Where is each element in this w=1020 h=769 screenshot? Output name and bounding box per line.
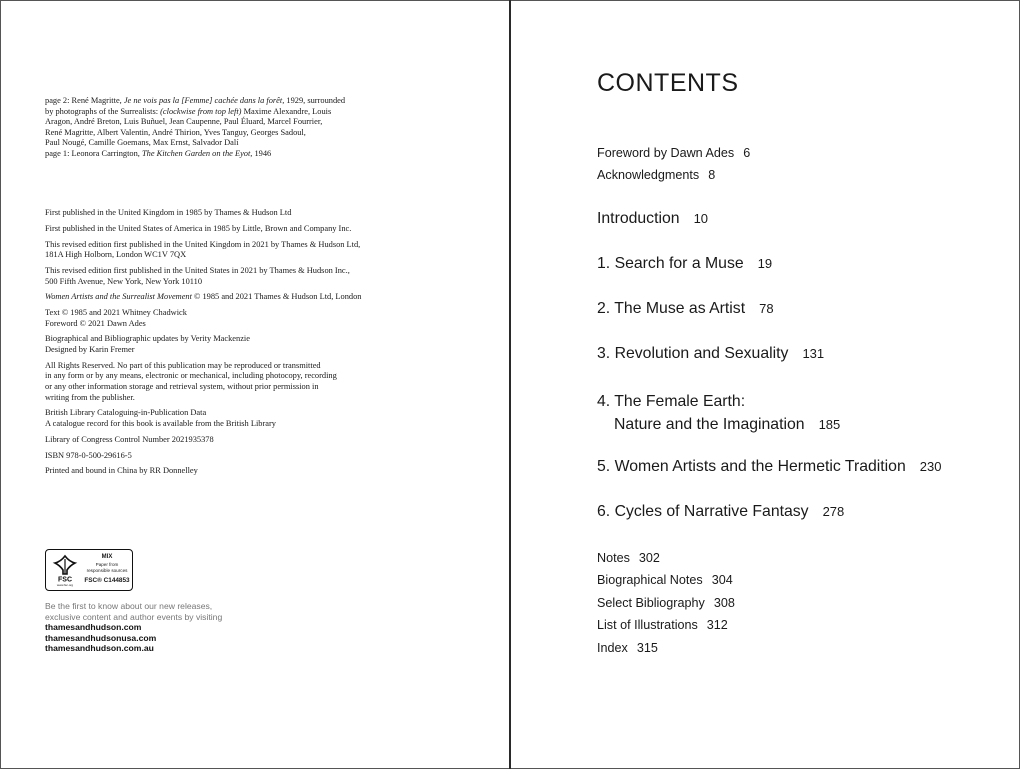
toc-entry-chapter-1[interactable]	[597, 255, 772, 273]
book-title: Women Artists and the Surrealist Movement	[45, 292, 192, 302]
toc-page-number: 315	[636, 641, 658, 655]
caption-text: Maxime Alexandre, Louis	[243, 106, 332, 116]
toc-label-continued	[597, 413, 840, 436]
toc-entry-chapter-6[interactable]	[597, 503, 844, 521]
toc-label: 5. Women Artists and the Hermetic Tradition	[597, 458, 906, 475]
publisher-link-us[interactable]: thamesandhudsonusa.com	[45, 632, 157, 643]
us-revised-edition	[45, 266, 405, 287]
caption-page-2	[45, 96, 405, 149]
edition-line: This revised edition first published in the United States in 2021 by Thames & Hudson Inc.,	[45, 265, 350, 275]
toc-entry-index[interactable]	[597, 641, 658, 655]
edition-line: 181A High Holborn, London WC1V 7QX	[45, 250, 187, 260]
toc-page-number: 278	[822, 504, 845, 519]
credit-line: Biographical and Bibliographic updates by Verity Mackenzie	[45, 334, 250, 344]
toc-entry-list-of-illustrations[interactable]	[597, 618, 728, 632]
toc-entry-notes[interactable]	[597, 551, 660, 565]
caption-text: René Magritte, Albert Valentin, André Thirion, Yves Tanguy, Georges Sadoul,	[45, 127, 306, 137]
rights-line: or any other information storage and retrieval system, without prior permission in	[45, 382, 319, 392]
publisher-link-au[interactable]: thamesandhudson.com.au	[45, 643, 154, 654]
caption-year: , 1946	[250, 148, 272, 158]
toc-label: Biographical Notes	[597, 573, 703, 587]
us-first-edition: First published in the United States of America in 1985 by Little, Brown and Company Inc.	[45, 223, 352, 233]
toc-entry-chapter-4[interactable]	[597, 390, 840, 436]
fsc-sub: Paper from responsible sources	[86, 562, 128, 573]
toc-label: 1. Search for a Muse	[597, 255, 744, 272]
toc-page-number: 10	[693, 211, 709, 226]
toc-entry-chapter-3[interactable]	[597, 345, 824, 363]
toc-page-number: 19	[757, 256, 773, 271]
book-copyright	[45, 292, 405, 303]
toc-label: Notes	[597, 551, 630, 565]
fsc-logo	[45, 549, 133, 591]
toc-label: 3. Revolution and Sexuality	[597, 345, 789, 362]
british-library-data	[45, 408, 405, 429]
imprint-page	[0, 0, 509, 769]
caption-text: Aragon, André Breton, Luis Buñuel, Jean Caupenne, Paul Éluard, Marcel Fourrier,	[45, 117, 323, 127]
toc-entry-chapter-2[interactable]	[597, 300, 774, 318]
rights-notice	[45, 361, 405, 403]
toc-page-number: 302	[638, 551, 660, 565]
toc-label: 4. The Female Earth:	[597, 393, 746, 410]
toc-entry-select-bibliography[interactable]	[597, 596, 735, 610]
edition-line: 500 Fifth Avenue, New York, New York 10110	[45, 276, 203, 286]
copyright-block	[45, 208, 405, 482]
caption-text: , 1929, surrounded	[282, 96, 346, 105]
rights-line: in any form or by any means, electronic or mechanical, including photocopy, recording	[45, 371, 337, 381]
toc-label: 2. The Muse as Artist	[597, 300, 746, 317]
toc-page-number: 308	[713, 596, 735, 610]
toc-label: 6. Cycles of Narrative Fantasy	[597, 503, 809, 520]
credits	[45, 334, 405, 355]
fsc-mark-text: FSC	[58, 576, 72, 584]
toc-label: Nature and the Imagination	[614, 416, 805, 433]
fsc-code: FSC® C144853	[84, 577, 130, 584]
toc-page-number: 304	[711, 573, 733, 587]
toc-page-number: 312	[706, 618, 728, 632]
cataloguing-line: A catalogue record for this book is available from the British Library	[45, 419, 276, 428]
toc-label: Index	[597, 641, 628, 655]
toc-page-number: 131	[802, 346, 825, 361]
toc-label: Foreword by Dawn Ades	[597, 146, 735, 160]
caption-text: by photographs of the Surrealists:	[45, 106, 159, 116]
text-copyright	[45, 308, 405, 329]
rights-line: All Rights Reserved. No part of this publication may be reproduced or transmitted	[45, 360, 321, 370]
isbn: ISBN 978-0-500-29616-5	[45, 450, 132, 460]
caption-text: Paul Nougé, Camille Goemans, Max Ernst, Salvador Dalí	[45, 138, 239, 148]
toc-page-number: 230	[919, 459, 942, 474]
printer: Printed and bound in China by RR Donnelley	[45, 466, 198, 476]
toc-page-number: 78	[759, 301, 774, 316]
caption-work-title: Je ne vois pas la [Femme] cachée dans la forêt	[123, 96, 283, 105]
toc-entry-foreword[interactable]	[597, 146, 750, 160]
rights-line: writing from the publisher.	[45, 392, 135, 402]
copyright-line: Foreword © 2021 Dawn Ades	[45, 318, 146, 328]
fsc-site: www.fsc.org	[56, 583, 74, 587]
toc-entry-introduction[interactable]	[597, 210, 708, 228]
toc-label: Select Bibliography	[597, 596, 705, 610]
toc-label: List of Illustrations	[597, 618, 698, 632]
toc-page-number: 6	[743, 146, 751, 160]
caption-note: (clockwise from top left)	[160, 106, 242, 116]
publisher-promo	[45, 601, 345, 654]
caption-artist: René Magritte,	[71, 96, 122, 105]
promo-text: exclusive content and author events by visiting	[45, 611, 223, 622]
credit-line: Designed by Karin Fremer	[45, 345, 135, 355]
contents-title: CONTENTS	[597, 69, 739, 97]
toc-page-number: 185	[818, 417, 841, 432]
caption-work-title: The Kitchen Garden on the Eyot	[141, 148, 251, 158]
toc-label: Introduction	[597, 210, 680, 227]
toc-entry-acknowledgments[interactable]	[597, 168, 715, 182]
toc-entry-biographical-notes[interactable]	[597, 573, 733, 587]
toc-label: Acknowledgments	[597, 168, 700, 182]
toc-page-number: 8	[708, 168, 716, 182]
copyright-notice: © 1985 and 2021 Thames & Hudson Ltd, London	[191, 292, 362, 302]
publisher-link-uk[interactable]: thamesandhudson.com	[45, 622, 142, 633]
promo-text: Be the first to know about our new releases,	[45, 601, 213, 611]
fsc-mix: MIX	[101, 554, 113, 560]
copyright-line: Text © 1985 and 2021 Whitney Chadwick	[45, 308, 187, 318]
caption-page-1	[45, 149, 405, 160]
frontispiece-captions	[45, 96, 405, 160]
toc-entry-chapter-5[interactable]	[597, 458, 941, 476]
contents-page	[511, 0, 1020, 769]
loc-number: Library of Congress Control Number 2021935378	[45, 434, 214, 444]
uk-revised-edition	[45, 240, 405, 261]
cataloguing-line: British Library Cataloguing-in-Publication Data	[45, 408, 207, 418]
edition-line: This revised edition first published in the United Kingdom in 2021 by Thames & Hudson Ltd,	[45, 239, 361, 249]
uk-first-edition: First published in the United Kingdom in 1985 by Thames & Hudson Ltd	[45, 208, 292, 217]
caption-prefix: page 2:	[45, 96, 70, 105]
caption-prefix: page 1: Leonora Carrington,	[45, 148, 140, 158]
fsc-tree-icon	[51, 554, 79, 587]
